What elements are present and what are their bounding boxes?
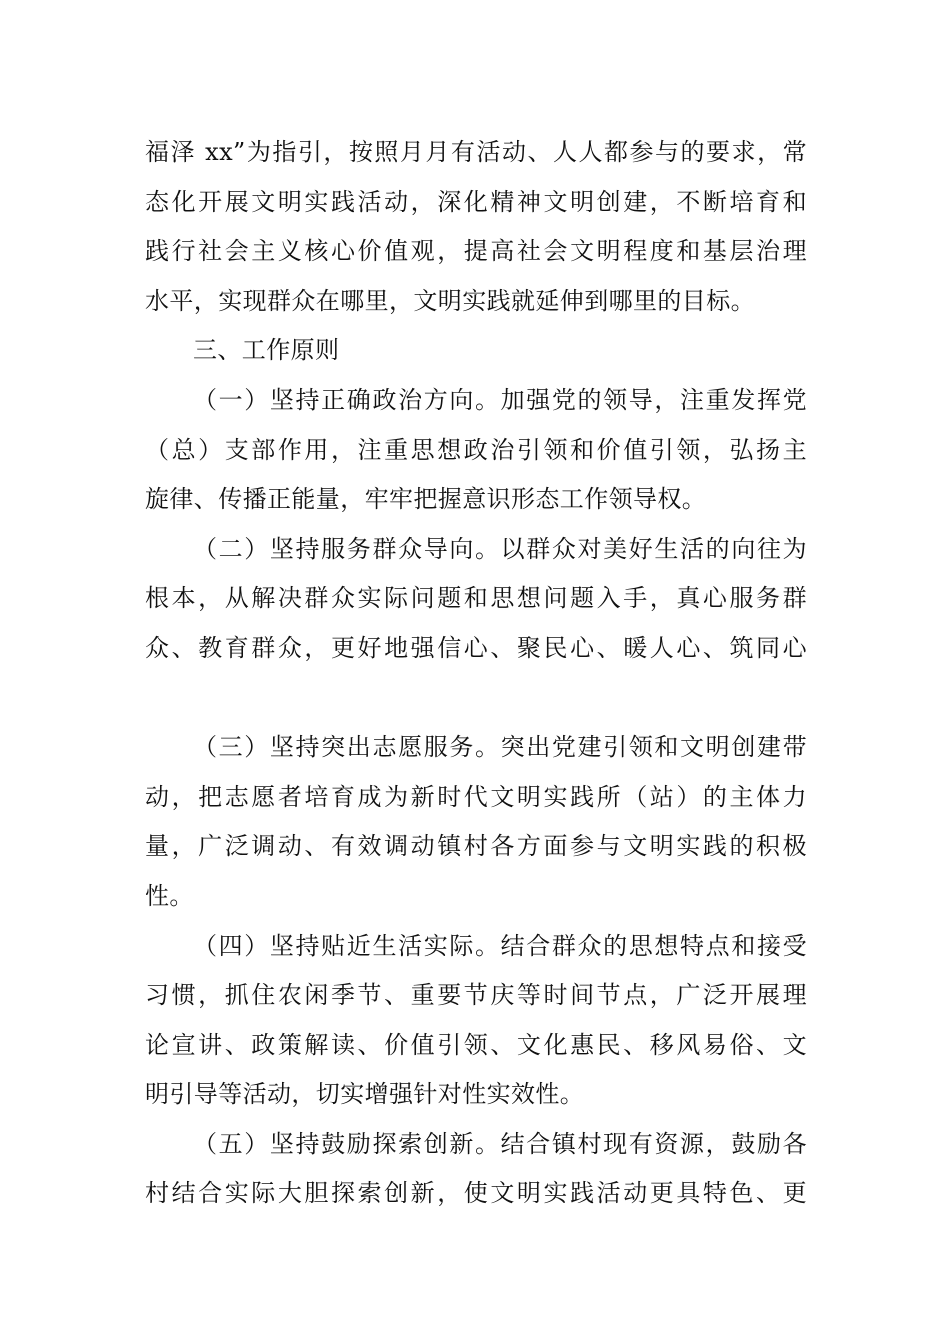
blank-line — [145, 674, 807, 724]
paragraph-line: 村结合实际大胆探索创新，使文明实践活动更具特色、更 — [145, 1179, 807, 1208]
paragraph-line: 性。 — [145, 881, 194, 910]
paragraph-line: 量，广泛调动、有效调动镇村各方面参与文明实践的积极 — [145, 832, 807, 861]
paragraph-line: 践行社会主义核心价值观，提高社会文明程度和基层治理 — [145, 237, 807, 266]
paragraph-line: （四）坚持贴近生活实际。结合群众的思想特点和接受 — [193, 931, 807, 960]
paragraph-line: 众、教育群众，更好地强信心、聚民心、暖人心、筑同心 — [145, 633, 807, 662]
paragraph-line: （一）坚持正确政治方向。加强党的领导，注重发挥党 — [193, 385, 807, 414]
paragraph-line: 态化开展文明实践活动，深化精神文明创建，不断培育和 — [145, 187, 807, 216]
paragraph-line: 根本，从解决群众实际问题和思想问题入手，真心服务群 — [145, 584, 807, 613]
paragraph-line: （三）坚持突出志愿服务。突出党建引领和文明创建带 — [193, 733, 807, 762]
paragraph-line: 旋律、传播正能量，牢牢把握意识形态工作领导权。 — [145, 485, 707, 514]
document-body — [145, 128, 807, 1219]
paragraph-line: （五）坚持鼓励探索创新。结合镇村现有资源，鼓励各 — [193, 1129, 807, 1158]
paragraph-line: 动，把志愿者培育成为新时代文明实践所（站）的主体力 — [145, 782, 807, 811]
paragraph-line: （总）支部作用，注重思想政治引领和价值引领，弘扬主 — [145, 435, 807, 464]
paragraph-line: 习惯，抓住农闲季节、重要节庆等时间节点，广泛开展理 — [145, 981, 807, 1010]
paragraph-line: 论宣讲、政策解读、价值引领、文化惠民、移风易俗、文 — [145, 1030, 807, 1059]
paragraph-line: 福泽 xx”为指引，按照月月有活动、人人都参与的要求，常 — [145, 138, 807, 166]
paragraph-line: （二）坚持服务群众导向。以群众对美好生活的向往为 — [193, 534, 807, 563]
paragraph-line: 明引导等活动，切实增强针对性实效性。 — [145, 1080, 585, 1109]
section-heading: 三、工作原则 — [193, 336, 340, 365]
paragraph-line: 水平，实现群众在哪里，文明实践就延伸到哪里的目标。 — [145, 286, 755, 315]
